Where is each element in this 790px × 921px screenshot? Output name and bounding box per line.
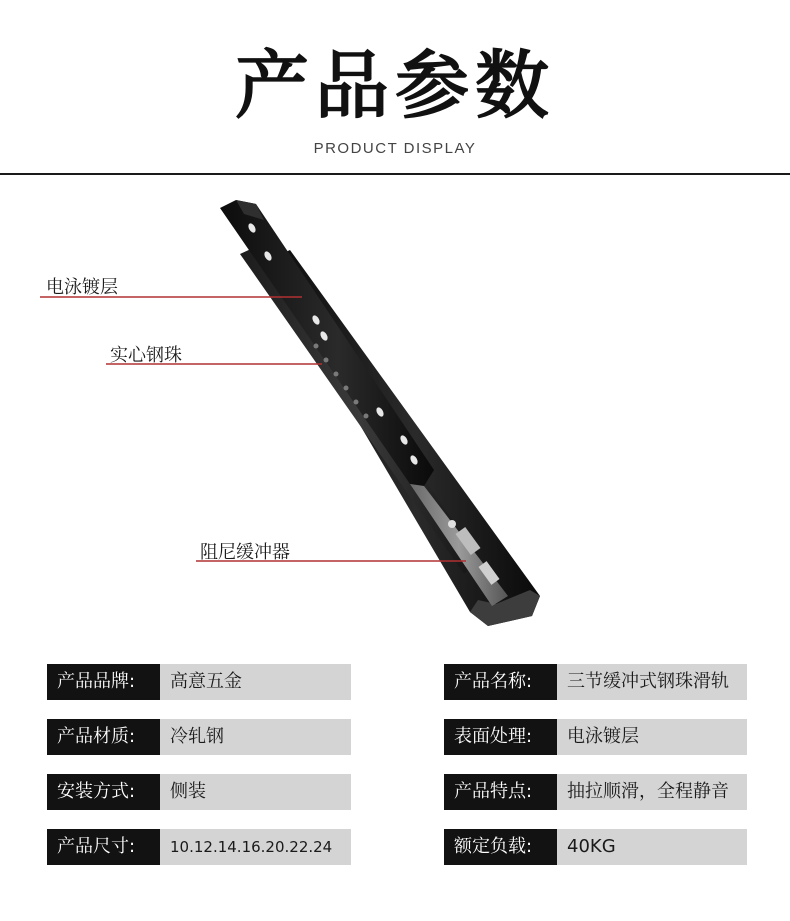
spec-row-features: [444, 774, 747, 810]
spec-value: 侧装: [160, 774, 351, 810]
inner-rail: [220, 200, 434, 486]
callout-label-damper: 阻尼缓冲器: [200, 542, 290, 563]
spec-value: 40KG: [557, 829, 747, 865]
page-subtitle: PRODUCT DISPLAY: [313, 140, 477, 157]
spec-row-load: [444, 829, 747, 865]
spec-row-product-name: [444, 664, 747, 700]
header-divider: [0, 173, 790, 175]
spec-key: 表面处理:: [444, 719, 557, 755]
spec-value: 高意五金: [160, 664, 351, 700]
spec-value: 10.12.14.16.20.22.24: [160, 829, 351, 865]
spec-value: 电泳镀层: [557, 719, 747, 755]
page-title: 产品参数: [235, 43, 555, 129]
spec-key: 产品尺寸:: [47, 829, 160, 865]
spec-row-material: [47, 719, 351, 755]
spec-value: 三节缓冲式钢珠滑轨: [557, 664, 747, 700]
spec-value: 抽拉顺滑，全程静音: [557, 774, 747, 810]
spec-row-surface: [444, 719, 747, 755]
callout-label-coating: 电泳镀层: [46, 277, 118, 298]
spec-key: 产品材质:: [47, 719, 160, 755]
drawer-slide-illustration: [0, 180, 790, 650]
spec-key: 产品特点:: [444, 774, 557, 810]
spec-key: 产品名称:: [444, 664, 557, 700]
spec-value: 冷轧钢: [160, 719, 351, 755]
spec-row-size: [47, 829, 351, 865]
spec-key: 产品品牌:: [47, 664, 160, 700]
spec-key: 安装方式:: [47, 774, 160, 810]
callout-label-steel-balls: 实心钢珠: [110, 345, 182, 366]
spec-row-installation: [47, 774, 351, 810]
spec-key: 额定负载:: [444, 829, 557, 865]
spec-row-brand: [47, 664, 351, 700]
